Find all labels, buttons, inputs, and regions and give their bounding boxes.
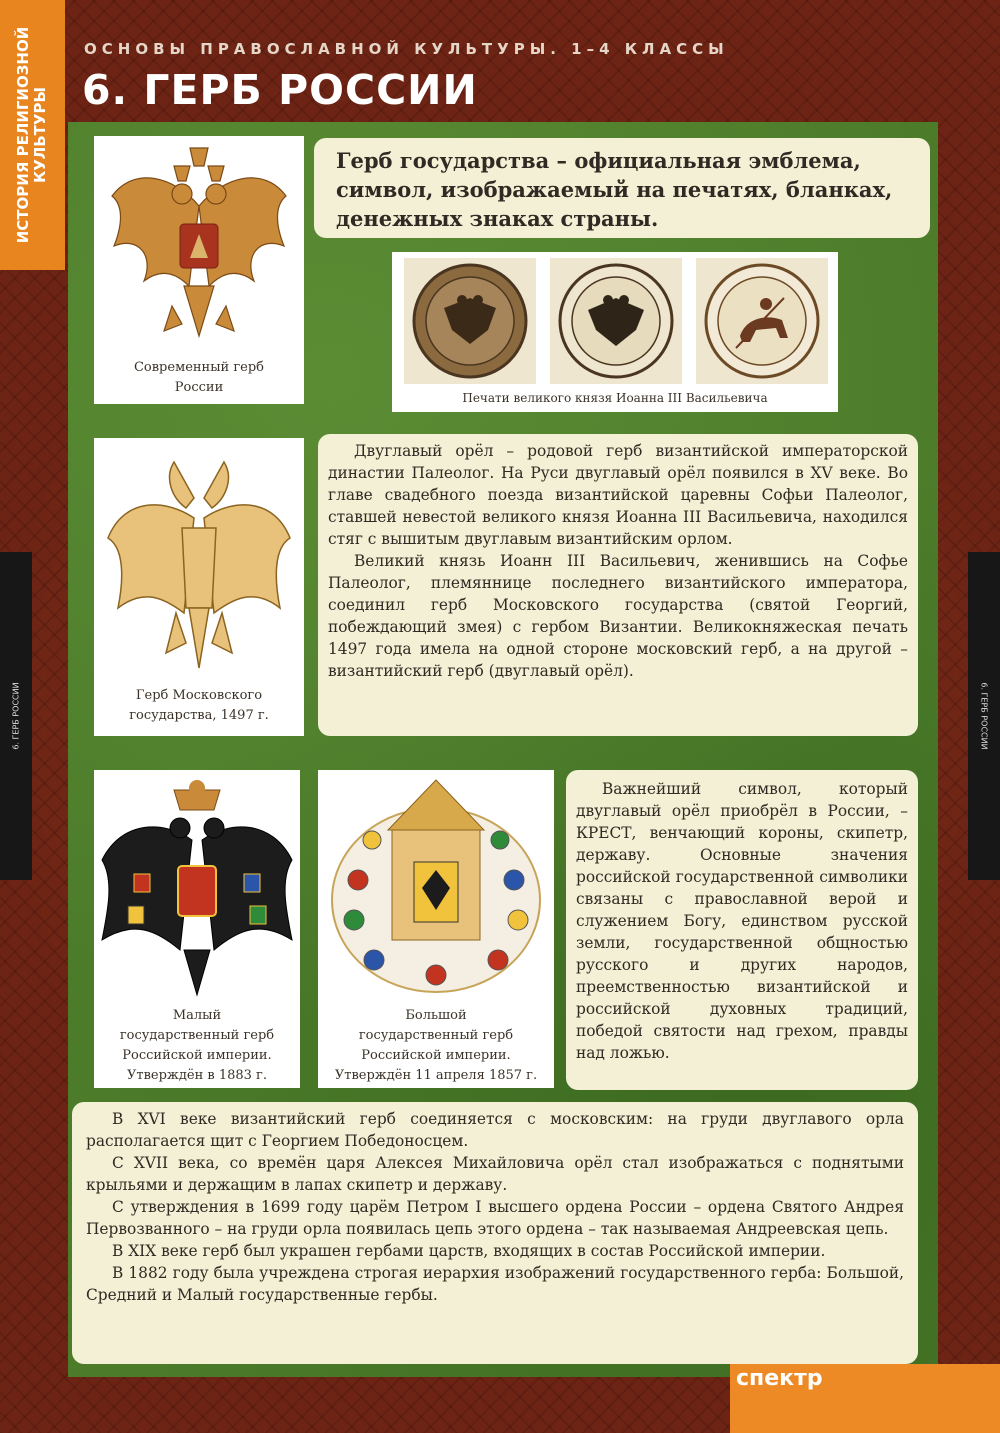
black-eagle-icon bbox=[94, 770, 300, 1000]
grand-arms-icon bbox=[318, 770, 554, 1000]
side-bar-left bbox=[0, 552, 32, 880]
seals-caption: Печати великого князя Иоанна III Васильевича bbox=[462, 391, 768, 405]
big-arms-card bbox=[318, 770, 554, 1088]
seal-eagle-icon-2 bbox=[550, 258, 682, 384]
seal-2 bbox=[550, 258, 682, 384]
modern-arms-card bbox=[94, 136, 304, 404]
side-label-right: 6. ГЕРБ РОССИИ bbox=[979, 682, 989, 750]
small-arms-caption: Малый государственный герб Российской империи. Утверждён в 1883 г. bbox=[119, 1008, 275, 1083]
side-label-left: 6. ГЕРБ РОССИИ bbox=[11, 682, 21, 750]
history-paragraph-4: В XIX веке герб был украшен гербами царств, входящих в состав Российской империи. bbox=[112, 1242, 826, 1260]
orel-paragraph-2: Великий князь Иоанн III Васильевич, женившись на Софье Палеолог, племяннице последнего византийского императора, соединил герб Московского государства (святой Георгий, побеждающий змея) с гербом Византии. Великокняжеская печать 1497 года имела на одной стороне московский герб, а на другой – византийский герб (двуглавый орёл). bbox=[328, 552, 908, 680]
orel-text-box bbox=[318, 434, 918, 736]
side-bar-right bbox=[968, 552, 1000, 880]
history-text-box bbox=[72, 1102, 918, 1364]
series-title: ОСНОВЫ ПРАВОСЛАВНОЙ КУЛЬТУРЫ. 1–4 КЛАССЫ bbox=[84, 40, 729, 58]
history-paragraph-2: С XVII века, со времён царя Алексея Михайловича орёл стал изображаться с поднятыми крыльями и держащим в лапах скипетр и державу. bbox=[86, 1154, 904, 1194]
moscow-arms-card bbox=[94, 438, 304, 736]
history-paragraph-3: С утверждения в 1699 году царём Петром I высшего ордена России – ордена Святого Андрея Первозванного – на груди орла появилась цепь этого ордена – так называемая Андреевская цепь. bbox=[86, 1198, 904, 1238]
page-title: 6. ГЕРБ РОССИИ bbox=[82, 66, 478, 114]
side-tab bbox=[0, 0, 65, 270]
history-paragraph-1: В XVI веке византийский герб соединяется с московским: на груди двуглавого орла располагается щит с Георгием Победоносцем. bbox=[86, 1110, 904, 1150]
moscow-arms-caption: Герб Московского государства, 1497 г. bbox=[129, 688, 269, 723]
cross-text-box bbox=[566, 770, 918, 1090]
history-paragraph-5: В 1882 году была учреждена строгая иерархия изображений государственного герба: Большой, Средний и Малый государственные гербы. bbox=[86, 1264, 904, 1304]
side-tab-text: ИСТОРИЯ РЕЛИГИОЗНОЙ КУЛЬТУРЫ bbox=[14, 26, 49, 244]
publisher-logo: спектр bbox=[736, 1366, 823, 1391]
seals-card bbox=[392, 252, 838, 412]
cross-paragraph: Важнейший символ, который двуглавый орёл приобрёл в России, – КРЕСТ, венчающий короны, скипетр, державу. Основные значения российской государственной символики связаны с православной верой и служением Богу, единством русской земли, государственной общностью русского и других народов, преемственностью византийской и российской духовных традиций, победой святости над грехом, правды над ложью. bbox=[576, 780, 908, 1062]
seal-eagle-icon bbox=[404, 258, 536, 384]
seal-3 bbox=[696, 258, 828, 384]
definition-text: Герб государства – официальная эмблема, символ, изображаемый на печатях, бланках, денежных знаках страны. bbox=[336, 148, 893, 231]
big-arms-caption: Большой государственный герб Российской империи. Утверждён 11 апреля 1857 г. bbox=[334, 1008, 538, 1083]
definition-box bbox=[314, 138, 930, 238]
golden-eagle-icon bbox=[94, 438, 304, 678]
modern-arms-caption: Современный герб России bbox=[133, 360, 265, 395]
seal-1 bbox=[404, 258, 536, 384]
small-arms-card bbox=[94, 770, 300, 1088]
orel-paragraph-1: Двуглавый орёл – родовой герб византийской императорской династии Палеолог. На Руси двуглавый орёл появился в XV веке. Во главе свадебного поезда византийской царевны Софьи Палеолог, ставшей невестой великого князя Иоанна III Васильевича, находился стяг с вышитым двуглавым византийским орлом. bbox=[328, 442, 908, 548]
seal-horseman-icon bbox=[696, 258, 828, 384]
publisher-footer bbox=[730, 1364, 1000, 1433]
modern-eagle-icon bbox=[94, 136, 304, 356]
